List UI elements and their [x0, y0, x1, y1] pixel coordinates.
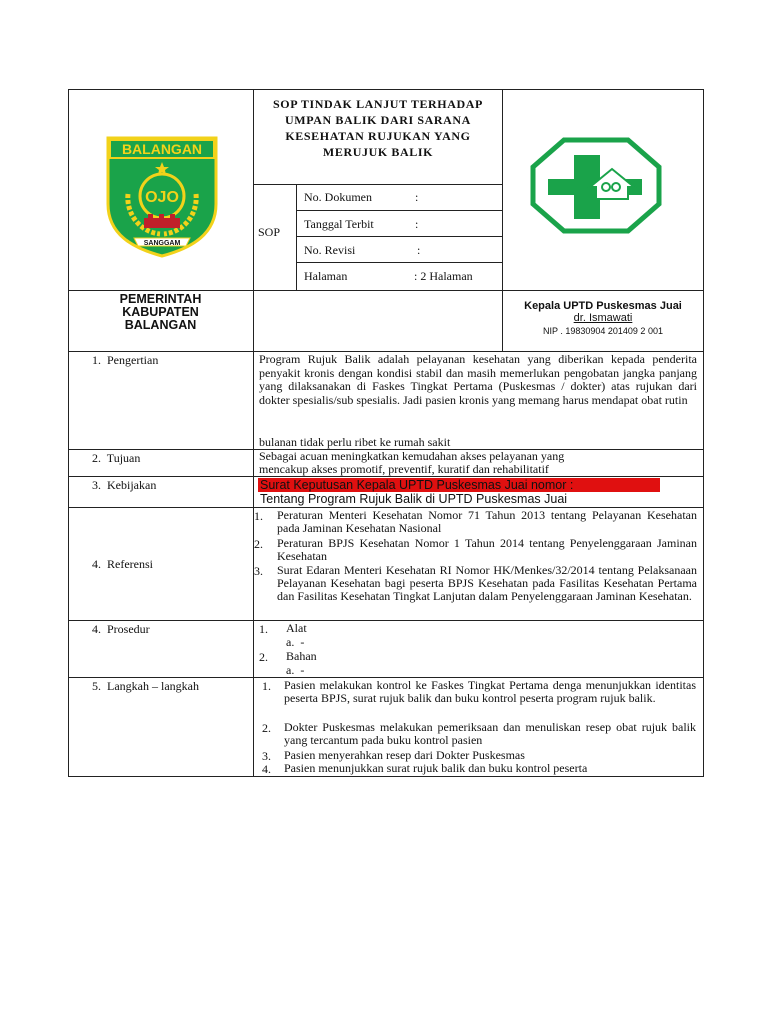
green-cross-icon [530, 137, 662, 234]
kebijakan-line-1: Surat Keputusan Kepala UPTD Puskesmas Juai nomor : [260, 478, 577, 492]
langkah-num-2: 2. [262, 721, 271, 735]
pengertian-text-2: bulanan tidak perlu ribet ke rumah sakit [259, 435, 451, 449]
referensi-item-2: Peraturan BPJS Kesehatan Nomor 1 Tahun 2014 tentang Penyelenggaraan Jaminan Kesehatan [277, 536, 697, 564]
signer-name: dr. Ismawati [573, 312, 633, 324]
meta-value-no-revisi: : [417, 243, 421, 257]
section-label-prosedur: 4. Prosedur [92, 622, 150, 636]
referensi-num-1: 1. [254, 509, 263, 523]
prosedur-num-1: 1. [259, 622, 268, 636]
prosedur-item-1: Alat [286, 621, 307, 635]
org-line-1: PEMERINTAH [119, 292, 202, 306]
svg-text:BALANGAN: BALANGAN [121, 141, 203, 157]
signer-nip: NIP . 19830904 201409 2 001 [543, 326, 663, 336]
tujuan-line-1: Sebagai acuan meningkatkan kemudahan akses pelayanan yang [259, 449, 565, 463]
meta-value-halaman: : 2 Halaman [414, 269, 473, 283]
meta-label-tanggal-terbit: Tanggal Terbit [304, 217, 374, 231]
meta-label-no-revisi: No. Revisi [304, 243, 356, 257]
referensi-item-1: Peraturan Menteri Kesehatan Nomor 71 Tahun 2013 tentang Pelayanan Kesehatan pada Jaminan Kesehatan Nasional [277, 508, 697, 536]
svg-text:OJO: OJO [145, 189, 179, 206]
kebijakan-line-2: Tentang Program Rujuk Balik di UPTD Puskesmas Juai [260, 492, 568, 506]
pengertian-text: Program Rujuk Balik adalah pelayanan kesehatan yang diberikan kepada penderita penyakit kronis dengan kondisi stabil dan masih memerlukan pengobatan jangka panjang yang dilaksanakan di Faskes Tingkat Pertama (Puskesmas / dokter) atas rujukan dari dokter spesialis/sub spesialis. Jadi pasien kronis yang memang harus mendapat obat rutin [259, 352, 697, 407]
langkah-num-1: 1. [262, 679, 271, 693]
referensi-item-3: Surat Edaran Menteri Kesehatan RI Nomor HK/Menkes/32/2014 tentang Pelaksanaan Pelayanan Kesehatan bagi peserta BPJS Kesehatan pada Fasilitas Kesehatan Pertama dan Fasilitas Kesehatan Tingkat Lanjutan dalam Penyelenggaraan Jaminan Kesehatan. [277, 563, 697, 604]
organization-name [68, 293, 253, 332]
svg-text:SANGGAM: SANGGAM [143, 240, 181, 247]
balangan-emblem-logo [104, 134, 220, 258]
section-label-langkah: 5. Langkah – langkah [92, 679, 199, 693]
section-label-referensi: 4. Referensi [92, 557, 153, 571]
prosedur-item-2: Bahan [286, 649, 317, 663]
referensi-num-2: 2. [254, 537, 263, 551]
prosedur-num-2: 2. [259, 650, 268, 664]
tujuan-line-2: mencakup akses promotif, preventif, kuratif dan rehabilitatif [259, 462, 549, 476]
sop-label: SOP [258, 225, 281, 239]
meta-label-no-dokumen: No. Dokumen [304, 190, 372, 204]
meta-value-no-dokumen: : [415, 190, 419, 204]
langkah-item-1: Pasien melakukan kontrol ke Faskes Tingkat Pertama denga menunjukkan identitas peserta BPJS, surat rujuk balik dan buku kontrol peserta program rujuk balik. [284, 678, 696, 706]
signer-role: Kepala UPTD Puskesmas Juai [524, 300, 682, 312]
org-line-3: BALANGAN [124, 318, 197, 332]
puskesmas-logo [530, 137, 662, 234]
prosedur-sub-2: a. - [286, 663, 305, 677]
langkah-item-2: Dokter Puskesmas melakukan pemeriksaan dan menuliskan resep obat rujuk balik yang tercantum pada buku kontrol pasien [284, 720, 696, 748]
prosedur-sub-1: a. - [286, 635, 305, 649]
langkah-num-3: 3. [262, 749, 271, 763]
langkah-item-4: Pasien menunjukkan surat rujuk balik dan buku kontrol peserta [284, 761, 588, 775]
document-title: SOP TINDAK LANJUT TERHADAP UMPAN BALIK DARI SARANA KESEHATAN RUJUKAN YANG MERUJUK BALIK [273, 97, 483, 159]
section-label-kebijakan: 3. Kebijakan [92, 478, 157, 492]
org-line-2: KABUPATEN [122, 305, 199, 319]
balangan-emblem-icon [104, 134, 220, 258]
langkah-num-4: 4. [262, 762, 271, 776]
referensi-num-3: 3. [254, 564, 263, 578]
meta-label-halaman: Halaman [304, 269, 348, 283]
section-label-tujuan: 2. Tujuan [92, 451, 141, 465]
section-label-pengertian: 1. Pengertian [92, 353, 159, 367]
langkah-item-3: Pasien menyerahkan resep dari Dokter Puskesmas [284, 748, 525, 762]
meta-value-tanggal-terbit: : [415, 217, 419, 231]
